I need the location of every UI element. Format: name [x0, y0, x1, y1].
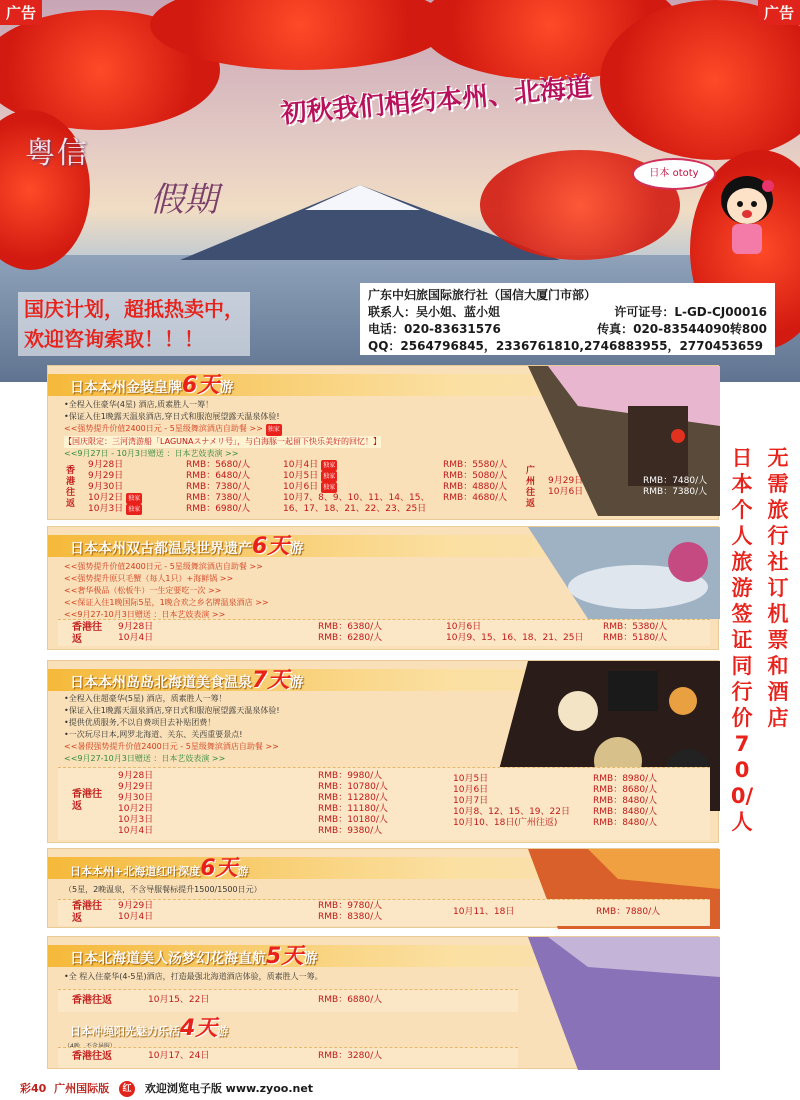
- tour-card-5: [47, 936, 719, 1069]
- highlight-item: <<9月27日 - 10月3日赠送 ：日本艺妓表演 >>: [64, 449, 239, 458]
- price-column: [318, 622, 382, 644]
- price: RMB：7480/人: [643, 476, 708, 486]
- tour-card-2: [47, 526, 719, 650]
- tour-name: 日本本州岛岛北海道美食温泉: [70, 675, 252, 691]
- origin-label: 香港往返: [72, 901, 102, 924]
- date-column: [446, 622, 583, 644]
- departure-date: 10月6日: [453, 785, 489, 795]
- visa-side-text: 日本个人旅游签证同行价700/人: [730, 446, 754, 834]
- price-column: [186, 460, 250, 515]
- price: RMB：5080/人: [443, 471, 508, 481]
- tour-days: 6天: [252, 534, 290, 559]
- origin-label: 香港往返: [72, 995, 112, 1006]
- price: RMB：5680/人: [186, 460, 251, 470]
- tour-suffix: 游: [219, 380, 234, 396]
- ad-label-right: 广告: [758, 0, 800, 25]
- origin-label: 香港往返: [72, 1051, 112, 1062]
- departure-date: 10月5日: [453, 774, 489, 784]
- departure-date: 9月29日: [88, 471, 124, 481]
- tour-card-1: [47, 365, 719, 520]
- departure-date: 10月5日: [283, 471, 319, 481]
- price: RMB：7880/人: [596, 907, 661, 917]
- agency-name: 广东中妇旅国际旅行社（国信大厦门市部）: [368, 288, 597, 302]
- departure-date: 10月4日: [118, 633, 154, 643]
- mountain-snow-cap: [305, 185, 420, 210]
- tour-highlights: [64, 693, 280, 765]
- tour-highlights: [64, 884, 262, 896]
- price: RMB：6980/人: [186, 504, 251, 514]
- tour-name: 日本本州双古都温泉世界遗产: [70, 541, 252, 557]
- highlight-item: <<9月27-10月3日赠送 ：日本艺妓表演 >>: [64, 754, 226, 763]
- departure-date: 10月9、15、16、18、21、25日: [446, 633, 584, 643]
- highlight-item: •保证入住1晚露天温泉酒店,穿日式和服泡展望露天温泉体验!: [64, 706, 280, 715]
- highlight-item: （5星，2晚温泉，不含导服餐标提升1500/1500日元）: [64, 885, 262, 894]
- departure-date: 10月4日: [283, 460, 319, 470]
- departure-date: 10月3日: [88, 504, 124, 514]
- departure-date-row: [88, 504, 142, 515]
- highlight-item: 【国庆限定：三河湾游船「LAGUNAスナメリ号」，与白海豚一起留下快乐美好的回忆！】: [64, 437, 382, 446]
- price: RMB：9980/人: [318, 771, 383, 781]
- departure-date: 9月30日: [88, 482, 124, 492]
- slogan-line: 国庆计划，超抵热卖中，: [24, 297, 244, 321]
- headline: 初秋我们相约本州、北海道: [279, 72, 593, 130]
- exclusive-badge: 独家: [323, 462, 336, 469]
- onsen-photo: [488, 527, 720, 619]
- date-column: [118, 622, 153, 644]
- tour-days: 5天: [266, 944, 304, 969]
- sub-tour-suffix: 游: [217, 1025, 229, 1038]
- departure-date: 10月17、24日: [148, 1051, 210, 1061]
- highlight-item: <<强势提升价值2400日元 - 5星级舞滨酒店自助餐 >>: [64, 562, 263, 571]
- highlight-item: •一次玩尽日本,网罗北海道、关东、关西重要景点!: [64, 730, 243, 739]
- brand-logo: 粤信: [25, 136, 89, 171]
- price: RMB：11280/人: [318, 793, 388, 803]
- departure-date: 9月28日: [118, 771, 154, 781]
- highlight-item: •提供优质服务,不以自费项目去补贴团费！: [64, 718, 216, 727]
- price: RMB：8980/人: [593, 774, 658, 784]
- price: RMB：10180/人: [318, 815, 388, 825]
- price: RMB：6380/人: [318, 622, 383, 632]
- sub-tour-days: 4天: [180, 1016, 218, 1041]
- date-column: [118, 771, 153, 837]
- website-tagline[interactable]: 欢迎浏览电子版 www.zyoo.net: [144, 1082, 314, 1095]
- tour-days: 6天: [200, 856, 238, 881]
- date-column: [453, 774, 570, 829]
- departure-date: 10月7日: [453, 796, 489, 806]
- departure-date: 10月4日: [118, 912, 154, 922]
- page-footer: [0, 1078, 800, 1100]
- departure-date: 9月28日: [118, 622, 154, 632]
- tour-suffix: 游: [303, 951, 318, 967]
- highlight-item: <<暑假强势提升价值2400日元 - 5星级舞滨酒店自助餐 >>: [64, 742, 279, 751]
- departure-date-row: [88, 493, 142, 504]
- price: RMB：7380/人: [186, 493, 251, 503]
- price: RMB：6880/人: [318, 995, 383, 1005]
- price: RMB：5580/人: [443, 460, 508, 470]
- tour-name: 日本本州金装皇牌: [70, 380, 182, 396]
- origin-label: 香港往返: [72, 789, 102, 812]
- departure-date: 9月29日: [548, 476, 584, 486]
- price: RMB：8680/人: [593, 785, 658, 795]
- agency-contact-box: [360, 283, 775, 355]
- price: RMB：10780/人: [318, 782, 388, 792]
- cartoon-girl-icon: [712, 168, 782, 258]
- departure-date-row: [283, 471, 429, 482]
- exclusive-badge: 独家: [128, 506, 141, 513]
- departure-date: 10月3日: [118, 815, 154, 825]
- departure-date: 10月6日: [283, 482, 319, 492]
- departure-date: 10月6日: [548, 487, 584, 497]
- departure-date: 16、17、18、21、22、23、25日: [283, 504, 427, 514]
- departure-date: 10月10、18日(广州往返): [453, 818, 558, 828]
- date-column: [88, 460, 142, 515]
- price: RMB：5180/人: [603, 633, 668, 643]
- date-column: [283, 460, 429, 515]
- price: RMB：7380/人: [643, 487, 708, 497]
- departure-date: 10月2日: [118, 804, 154, 814]
- origin-label: 香港往返: [72, 622, 102, 645]
- lavender-field-photo: [488, 937, 720, 1070]
- price: RMB：9780/人: [318, 901, 383, 911]
- date-column: [118, 901, 153, 923]
- departure-date: 9月28日: [88, 460, 124, 470]
- tour-card-4: [47, 848, 719, 928]
- phone-number: 电话：020-83631576: [368, 322, 501, 336]
- price-column: [443, 460, 507, 504]
- tour-name: 日本北海道美人汤梦幻花海直航: [70, 951, 266, 967]
- price: RMB：8380/人: [318, 912, 383, 922]
- tour-highlights: [64, 971, 323, 983]
- price-column: [593, 774, 657, 829]
- exclusive-badge: 独家: [323, 473, 336, 480]
- no-booking-side-text: 无需旅行社订机票和酒店: [767, 446, 789, 730]
- departure-date: 9月29日: [118, 782, 154, 792]
- page-number: 彩40: [20, 1082, 47, 1095]
- departure-date: 10月11、18日: [453, 907, 515, 917]
- price: RMB：4680/人: [443, 493, 508, 503]
- price-column: [318, 771, 388, 837]
- tour-card-3: [47, 660, 719, 843]
- sub-tour-name: 日本冲绳阳光魅力乐活: [70, 1025, 180, 1038]
- qq-numbers: QQ：2564796845，2336761810,2746883955，2770453659: [368, 339, 763, 353]
- departure-date: 10月8、12、15、19、22日: [453, 807, 570, 817]
- price-column: [603, 622, 667, 644]
- license-number: 许可证号：L-GD-CJ00016: [614, 305, 767, 319]
- paper-name: 广州国际版: [54, 1082, 110, 1095]
- tour-highlights: [64, 399, 381, 460]
- origin-label: 广州往返: [526, 466, 536, 509]
- speech-bubble: 日本 ototy: [632, 158, 716, 190]
- departure-date: 9月29日: [118, 901, 154, 911]
- highlight-text: <<强势提升价值2400日元 - 5星级舞滨酒店自助餐 >>: [64, 424, 263, 433]
- tour-name: 日本本州+北海道红叶深度: [70, 865, 201, 878]
- exclusive-badge: 独家: [128, 495, 141, 502]
- highlight-item: •全程入住超豪华(5星) 酒店，质素胜人一筹！: [64, 694, 227, 703]
- ad-label-left: 广告: [0, 0, 42, 25]
- price: RMB：9380/人: [318, 826, 383, 836]
- exclusive-badge: 独家: [323, 484, 336, 491]
- brand-logo-script: 假期: [150, 180, 218, 220]
- tour-days: 7天: [252, 668, 290, 693]
- origin-label: 香港往返: [66, 466, 76, 509]
- price: RMB：11180/人: [318, 804, 388, 814]
- departure-date: 10月2日: [88, 493, 124, 503]
- date-column: [548, 476, 583, 498]
- highlight-item: <<保证入住1晚国际5星，1晚合欢之乡名牌温泉酒店 >>: [64, 598, 269, 607]
- departure-date: 10月15、22日: [148, 995, 210, 1005]
- tour-suffix: 游: [237, 865, 249, 878]
- price-column: [643, 476, 707, 498]
- fax-number: 传真：020-83544090转800: [597, 322, 767, 336]
- departure-date-row: [283, 460, 429, 471]
- highlight-item: •全 程入住豪华(4-5星)酒店，打造最强北海道酒店体验，质素胜人一筹。: [64, 972, 323, 981]
- slogan-line: 欢迎咨询索取！！！: [24, 327, 204, 351]
- price: RMB：4880/人: [443, 482, 508, 492]
- exclusive-badge: 独家: [266, 424, 282, 436]
- departure-date: 10月4日: [118, 826, 154, 836]
- price: RMB：8480/人: [593, 796, 658, 806]
- price: RMB：8480/人: [593, 807, 658, 817]
- price-band: [58, 989, 518, 1012]
- departure-date: 10月7、8、9、10、11、14、15、: [283, 493, 430, 503]
- highlight-item: [64, 423, 381, 436]
- contact-persons: 联系人：吴小姐、蓝小姐: [368, 305, 501, 319]
- price-column: [318, 901, 382, 923]
- price: RMB：8480/人: [593, 818, 658, 828]
- sub-tour-title: [48, 1017, 720, 1039]
- tour-suffix: 游: [289, 675, 304, 691]
- tour-suffix: 游: [289, 541, 304, 557]
- departure-date: 10月6日: [446, 622, 482, 632]
- price: RMB：7380/人: [186, 482, 251, 492]
- highlight-item: •全程入住豪华(4星) 酒店,质素胜人一筹！: [64, 400, 214, 409]
- departure-date-row: [283, 482, 429, 493]
- tour-highlights: [64, 561, 269, 621]
- price: RMB：5380/人: [603, 622, 668, 632]
- price: RMB：6280/人: [318, 633, 383, 643]
- price: RMB：3280/人: [318, 1051, 383, 1061]
- highlight-item: <<奢华极品（松板牛）一生定要吃一次 >>: [64, 586, 222, 595]
- price-band: [58, 1047, 518, 1068]
- departure-date: 9月30日: [118, 793, 154, 803]
- hero-banner: [0, 0, 800, 382]
- highlight-item: <<强势提升原只毛蟹（每人1只）+海鲜锅 >>: [64, 574, 234, 583]
- paper-logo-icon: 红: [119, 1081, 135, 1097]
- tour-days: 6天: [182, 373, 220, 398]
- highlight-item: •保证入住1晚露天温泉酒店,穿日式和服泡展望露天温泉体验!: [64, 412, 280, 421]
- promo-slogan: [18, 292, 250, 356]
- highlight-item: <<9月27-10月3日赠送 ：日本艺妓表演 >>: [64, 610, 226, 619]
- price: RMB：6480/人: [186, 471, 251, 481]
